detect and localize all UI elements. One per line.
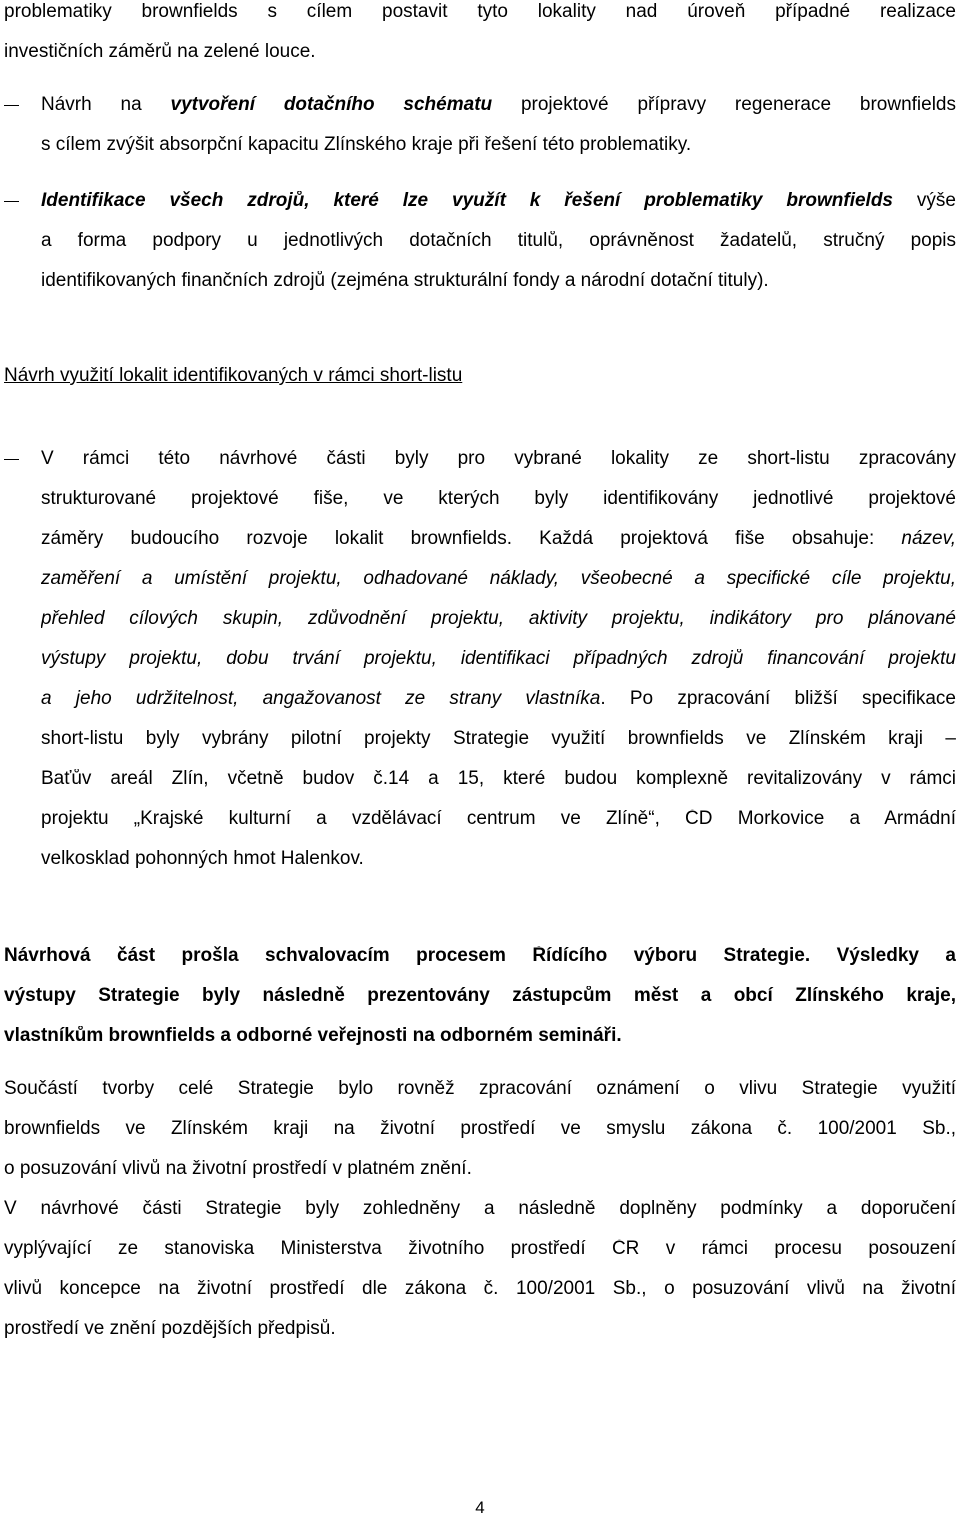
approval-line-2: výstupy Strategie byly následně prezentovány zástupcům měst a obcí Zlínského kraje, [4, 986, 956, 1006]
bullet-design-scheme [41, 95, 956, 155]
shortlist-line-11: velkosklad pohonných hmot Halenkov. [41, 849, 364, 869]
emphasis-text: vytvoření dotačního schématu [170, 95, 493, 115]
shortlist-line-9: Baťův areál Zlín, včetně budov č.14 a 15, které budou komplexně revitalizovány v rámci [41, 769, 956, 789]
shortlist-line-6: výstupy projektu, dobu trvání projektu, identifikaci případných zdrojů financování projektu [41, 649, 956, 669]
bullet-dash [4, 459, 19, 460]
intro-line-2: investičních záměrů na zelené louce. [4, 42, 316, 62]
shortlist-line-5: přehled cílových skupin, zdůvodnění projektu, aktivity projektu, indikátory pro plánované [41, 609, 956, 629]
bullet-sources-line-3: identifikovaných finančních zdrojů (zejména strukturální fondy a národní dotační tituly). [41, 271, 769, 291]
ministry-line-2: vyplývající ze stanoviska Ministerstva životního prostředí ČR v rámci procesu posouzení [4, 1239, 956, 1259]
shortlist-line-2: strukturované projektové fiše, ve kterých byly identifikovány jednotlivé projektové [41, 489, 956, 509]
section-heading: Návrh využití lokalit identifikovaných v rámci short-listu [4, 365, 463, 386]
bullet-funding-sources [41, 191, 956, 291]
shortlist-line-7: a jeho udržitelnost, angažovanost ze strany vlastníka. Po zpracování bližší specifikace [41, 689, 956, 709]
eia-line-3: o posuzování vlivů na životní prostředí v platném znění. [4, 1159, 472, 1179]
bullet-sources-line-2: a forma podpory u jednotlivých dotačních titulů, oprávněnost žadatelů, stručný popis [41, 231, 956, 251]
approval-line-3: vlastníkům brownfields a odborné veřejnosti na odborném semináři. [4, 1026, 622, 1046]
eia-paragraph [4, 1079, 956, 1179]
eia-line-2: brownfields ve Zlínském kraji na životní prostředí ve smyslu zákona č. 100/2001 Sb., [4, 1119, 956, 1139]
shortlist-line-3: záměry budoucího rozvoje lokalit brownfields. Každá projektová fiše obsahuje: název, [41, 529, 956, 549]
shortlist-line-1: V rámci této návrhové části byly pro vybrané lokality ze short-listu zpracovány [41, 449, 956, 469]
ministry-line-1: V návrhové části Strategie byly zohledněny a následně doplněny podmínky a doporučení [4, 1199, 956, 1219]
eia-line-1: Součástí tvorby celé Strategie bylo rovněž zpracování oznámení o vlivu Strategie využití [4, 1079, 956, 1099]
bullet-shortlist [41, 449, 956, 869]
shortlist-line-4: zaměření a umístění projektu, odhadované náklady, všeobecné a specifické cíle projektu, [41, 569, 956, 589]
ministry-line-3: vlivů koncepce na životní prostředí dle zákona č. 100/2001 Sb., o posuzování vlivů na životní [4, 1279, 956, 1299]
approval-line-1: Návrhová část prošla schvalovacím procesem Řídícího výboru Strategie. Výsledky a [4, 946, 956, 966]
bullet-design-line-1: Návrh na vytvoření dotačního schématu projektové přípravy regenerace brownfields [41, 95, 956, 115]
bullet-design-line-2: s cílem zvýšit absorpční kapacitu Zlínského kraje při řešení této problematiky. [41, 135, 692, 155]
shortlist-line-10: projektu „Krajské kulturní a vzdělávací centrum ve Zlíně“, ČD Morkovice a Armádní [41, 809, 956, 829]
shortlist-line-8: short-listu byly vybrány pilotní projekty Strategie využití brownfields ve Zlínském kraji – [41, 729, 956, 749]
approval-paragraph [4, 946, 956, 1046]
intro-paragraph [4, 2, 956, 62]
page-number: 4 [475, 1498, 485, 1517]
ministry-paragraph [4, 1199, 956, 1339]
ministry-line-4: prostředí ve znění pozdějších předpisů. [4, 1319, 336, 1339]
bullet-dash [4, 201, 19, 202]
intro-line-1: problematiky brownfields s cílem postavit tyto lokality nad úroveň případné realizace [4, 2, 956, 22]
bullet-sources-line-1: Identifikace všech zdrojů, které lze využít k řešení problematiky brownfields výše [41, 191, 956, 211]
bullet-dash [4, 105, 19, 106]
emphasis-text: Identifikace všech zdrojů, které lze využít k řešení problematiky brownfields [41, 191, 893, 211]
